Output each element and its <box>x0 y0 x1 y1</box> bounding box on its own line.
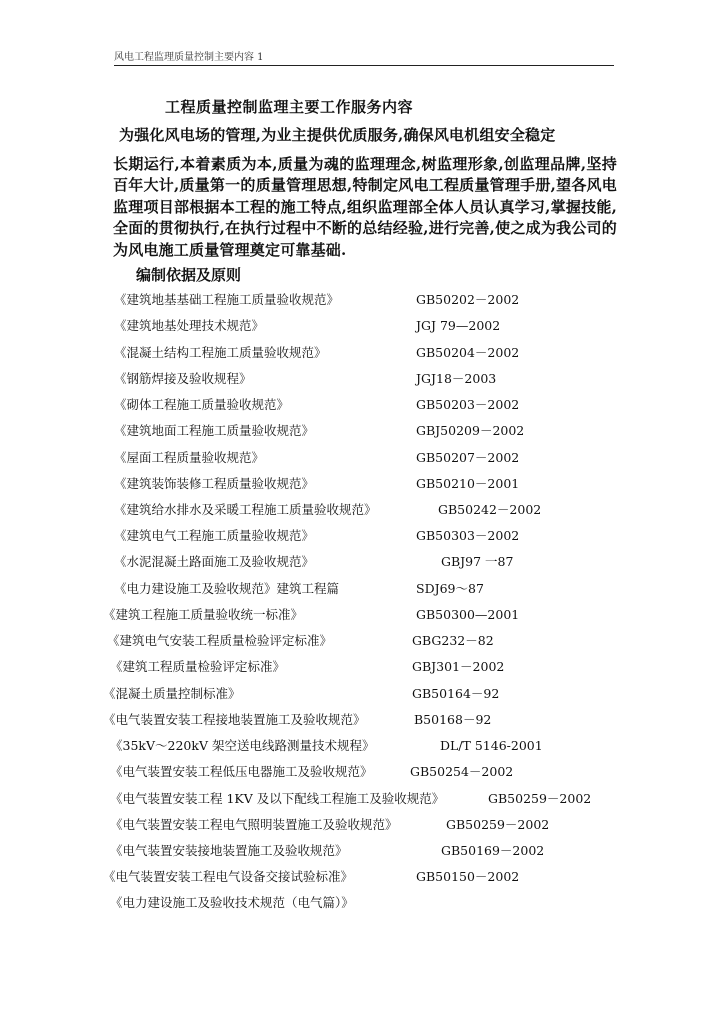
reference-code: GBJ97 一87 <box>441 554 514 569</box>
page-header: 风电工程监理质量控制主要内容 1 <box>114 51 614 66</box>
reference-code: GB50207－2002 <box>416 450 520 465</box>
reference-row <box>114 450 600 466</box>
reference-row <box>114 292 600 308</box>
reference-row <box>103 869 600 885</box>
document-title: 工程质量控制监理主要工作服务内容 <box>165 98 414 116</box>
reference-code: JGJ 79—2002 <box>416 318 501 333</box>
reference-code: GB50300—2001 <box>416 607 520 622</box>
reference-name: 《电力建设施工及验收规范》建筑工程篇 <box>114 581 340 596</box>
reference-name: 《电气装置安装工程接地装置施工及验收规范》 <box>103 712 366 727</box>
reference-code: GBJ301－2002 <box>412 659 505 674</box>
reference-row <box>114 345 600 361</box>
reference-code: GB50210－2001 <box>416 476 520 491</box>
reference-code: GB50202－2002 <box>416 292 520 307</box>
reference-name: 《混凝土质量控制标准》 <box>103 686 241 701</box>
reference-code: GB50164－92 <box>412 686 500 701</box>
reference-code: GB50169－2002 <box>441 843 545 858</box>
reference-row <box>110 659 600 675</box>
reference-row <box>114 554 600 570</box>
reference-code: JGJ18－2003 <box>416 371 497 386</box>
reference-name: 《电力建设施工及验收技术规范（电气篇）》 <box>110 895 354 910</box>
reference-name: 《水泥混凝土路面施工及验收规范》 <box>114 554 315 569</box>
reference-code: GB50204－2002 <box>416 345 520 360</box>
reference-code: GB50254－2002 <box>410 764 514 779</box>
reference-row <box>110 895 600 911</box>
reference-row <box>114 502 600 518</box>
reference-code: SDJ69～87 <box>416 581 484 596</box>
reference-name: 《建筑装饰装修工程质量验收规范》 <box>114 476 315 491</box>
reference-name: 《建筑给水排水及采暖工程施工质量验收规范》 <box>114 502 377 517</box>
section-title: 编制依据及原则 <box>136 266 242 284</box>
reference-name: 《建筑地基处理技术规范》 <box>114 318 265 333</box>
reference-name: 《电气装置安装工程电气设备交接试验标准》 <box>103 869 354 884</box>
reference-name: 《电气装置安装工程低压电器施工及验收规范》 <box>110 764 373 779</box>
reference-row <box>103 686 600 702</box>
reference-row <box>114 423 600 439</box>
reference-code: GB50203－2002 <box>416 397 520 412</box>
reference-name: 《钢筋焊接及验收规程》 <box>114 371 252 386</box>
reference-code: GB50150－2002 <box>416 869 520 884</box>
reference-name: 《建筑工程施工质量验收统一标准》 <box>103 607 304 622</box>
reference-name: 《建筑电气工程施工质量验收规范》 <box>114 528 315 543</box>
reference-row <box>107 633 600 649</box>
reference-code: GB50259－2002 <box>446 817 550 832</box>
intro-paragraph <box>113 125 617 261</box>
reference-row <box>114 318 600 334</box>
reference-row <box>114 528 600 544</box>
reference-row <box>110 764 600 780</box>
reference-row <box>110 738 600 754</box>
reference-row <box>114 581 600 597</box>
reference-row <box>110 817 600 833</box>
reference-name: 《电气装置安装工程电气照明装置施工及验收规范》 <box>110 817 398 832</box>
intro-first-line: 为强化风电场的管理,为业主提供优质服务,确保风电机组安全稳定 <box>119 126 556 144</box>
reference-code: B50168－92 <box>414 712 492 727</box>
reference-name: 《屋面工程质量验收规范》 <box>114 450 265 465</box>
reference-row <box>114 397 600 413</box>
intro-body: 长期运行,本着素质为本,质量为魂的监理理念,树监理形象,创监理品牌,坚持百年大计,质量第一的质量管理思想,特制定风电工程质量管理手册,望各风电监理项目部根据本工程的施工特点,组织监理部全体人员认真学习,掌握技能,全面的贯彻执行,在执行过程中不断的总结经验,进行完善,使之成为我公司的为风电施工质量管理奠定可靠基础. <box>113 154 617 259</box>
reference-row <box>110 791 600 807</box>
reference-name: 《建筑地面工程施工质量验收规范》 <box>114 423 315 438</box>
reference-name: 《砌体工程施工质量验收规范》 <box>114 397 290 412</box>
reference-code: GBJ50209－2002 <box>416 423 525 438</box>
reference-row <box>114 371 600 387</box>
reference-name: 《电气装置安装工程 1KV 及以下配线工程施工及验收规范》 <box>110 791 445 806</box>
reference-name: 《建筑工程质量检验评定标准》 <box>110 659 286 674</box>
reference-code: GBG232－82 <box>412 633 494 648</box>
reference-code: GB50303－2002 <box>416 528 520 543</box>
reference-code: DL/T 5146-2001 <box>440 738 543 753</box>
reference-row <box>103 712 600 728</box>
reference-name: 《电气装置安装接地装置施工及验收规范》 <box>110 843 348 858</box>
reference-name: 《建筑地基基础工程施工质量验收规范》 <box>114 292 340 307</box>
reference-name: 《建筑电气安装工程质量检验评定标准》 <box>107 633 333 648</box>
reference-code: GB50242－2002 <box>438 502 542 517</box>
reference-row <box>114 476 600 492</box>
reference-name: 《混凝土结构工程施工质量验收规范》 <box>114 345 327 360</box>
reference-row <box>110 843 600 859</box>
reference-name: 《35kV～220kV 架空送电线路测量技术规程》 <box>110 738 375 753</box>
reference-code: GB50259－2002 <box>488 791 592 806</box>
reference-row <box>103 607 600 623</box>
